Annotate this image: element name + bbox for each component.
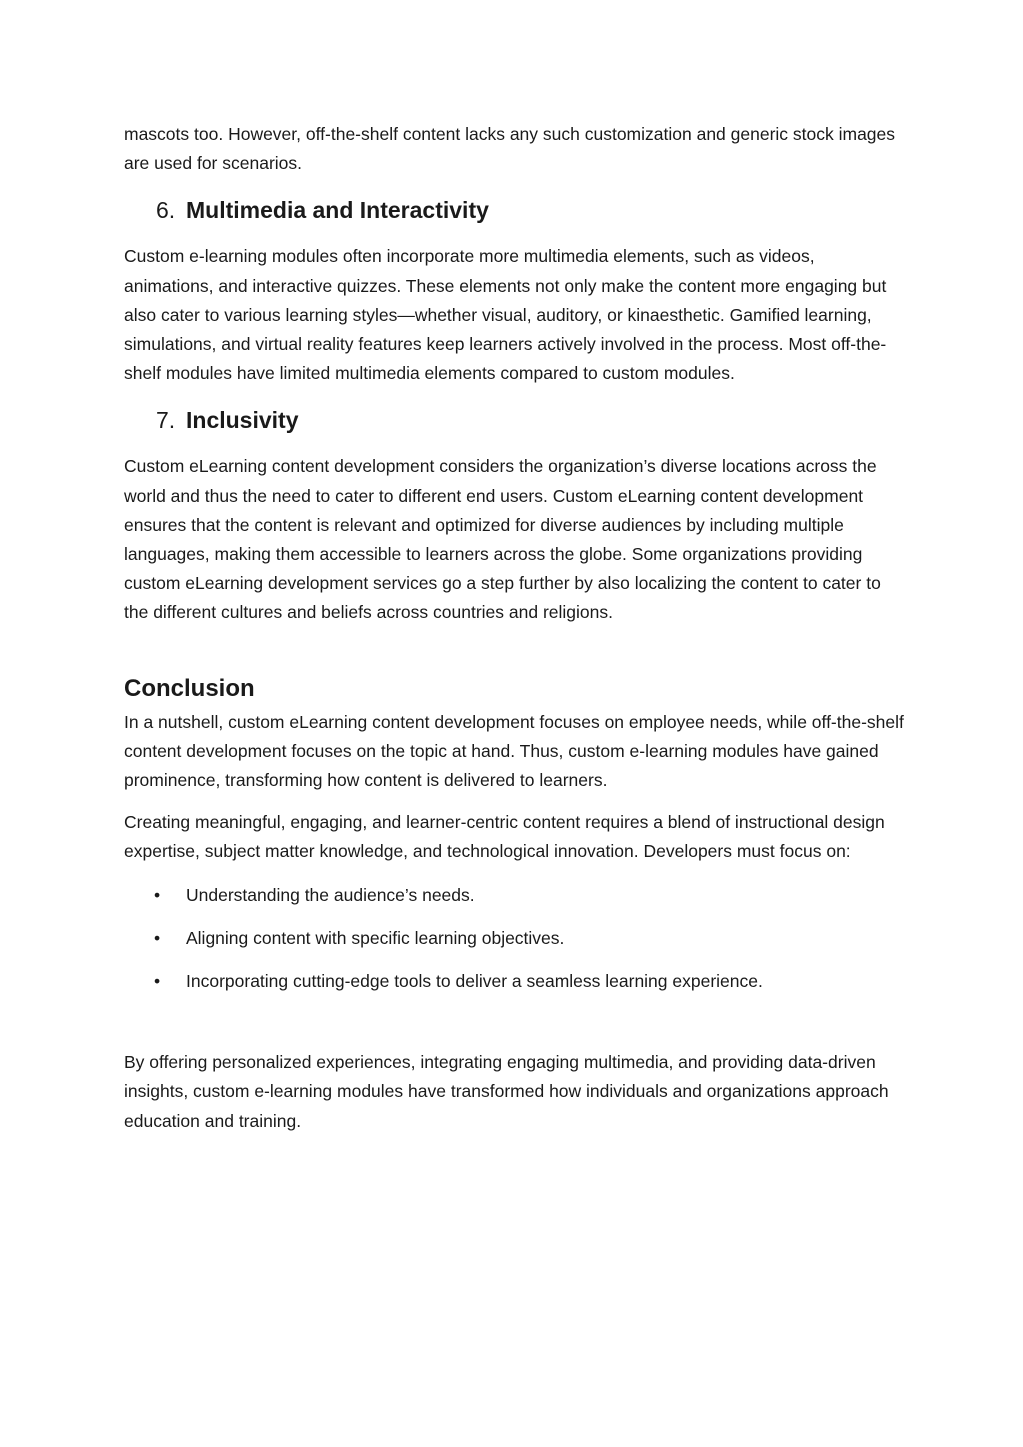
- list-item: [124, 924, 904, 953]
- section-number: 7.: [156, 407, 176, 434]
- section-title: Multimedia and Interactivity: [186, 197, 489, 224]
- conclusion-heading: Conclusion: [124, 674, 255, 702]
- intro-paragraph: mascots too. However, off-the-shelf content lacks any such customization and generic stock images are used for scenarios.: [124, 124, 896, 174]
- section-heading-inclusivity: [156, 404, 904, 436]
- list-item-text: Incorporating cutting-edge tools to deliver a seamless learning experience.: [186, 971, 763, 992]
- closing-paragraph: By offering personalized experiences, integrating engaging multimedia, and providing data-driven insights, custom e-learning modules have transformed how individuals and organizations approach education and training.: [124, 1052, 889, 1131]
- section-body-multimedia: Custom e-learning modules often incorporate more multimedia elements, such as videos, animations, and interactive quizzes. These elements not only make the content more engaging but also cater to various learning styles—whether visual, auditory, or kinaesthetic. Gamified learning, simulations, and virtual reality features keep learners actively involved in the process. Most off-the-shelf modules have limited multimedia elements compared to custom modules.: [124, 246, 887, 384]
- bullet-icon: •: [154, 884, 161, 905]
- focus-list: [124, 881, 904, 997]
- list-item: [124, 881, 904, 910]
- section-number: 6.: [156, 197, 176, 224]
- list-item: [124, 967, 904, 996]
- section-body-inclusivity: Custom eLearning content development considers the organization’s diverse locations across the world and thus the need to cater to different end users. Custom eLearning content development ensures that the content is relevant and optimized for diverse audiences by including multiple languages, making them accessible to learners across the globe. Some organizations providing custom eLearning development services go a step further by also localizing the content to cater to the different cultures and beliefs across countries and religions.: [124, 456, 881, 623]
- list-item-text: Understanding the audience’s needs.: [186, 884, 475, 905]
- conclusion-paragraph-1: In a nutshell, custom eLearning content development focuses on employee needs, while off-the-shelf content development focuses on the topic at hand. Thus, custom e-learning modules have gained prominence, transforming how content is delivered to learners.: [124, 711, 904, 791]
- bullet-icon: •: [154, 927, 161, 948]
- section-title: Inclusivity: [186, 407, 299, 434]
- list-item-text: Aligning content with specific learning objectives.: [186, 927, 565, 948]
- document-page: [124, 120, 904, 1136]
- section-heading-multimedia: [156, 194, 904, 226]
- conclusion-paragraph-2: Creating meaningful, engaging, and learner-centric content requires a blend of instructional design expertise, subject matter knowledge, and technological innovation. Developers must focus on:: [124, 812, 885, 862]
- bullet-icon: •: [154, 971, 161, 992]
